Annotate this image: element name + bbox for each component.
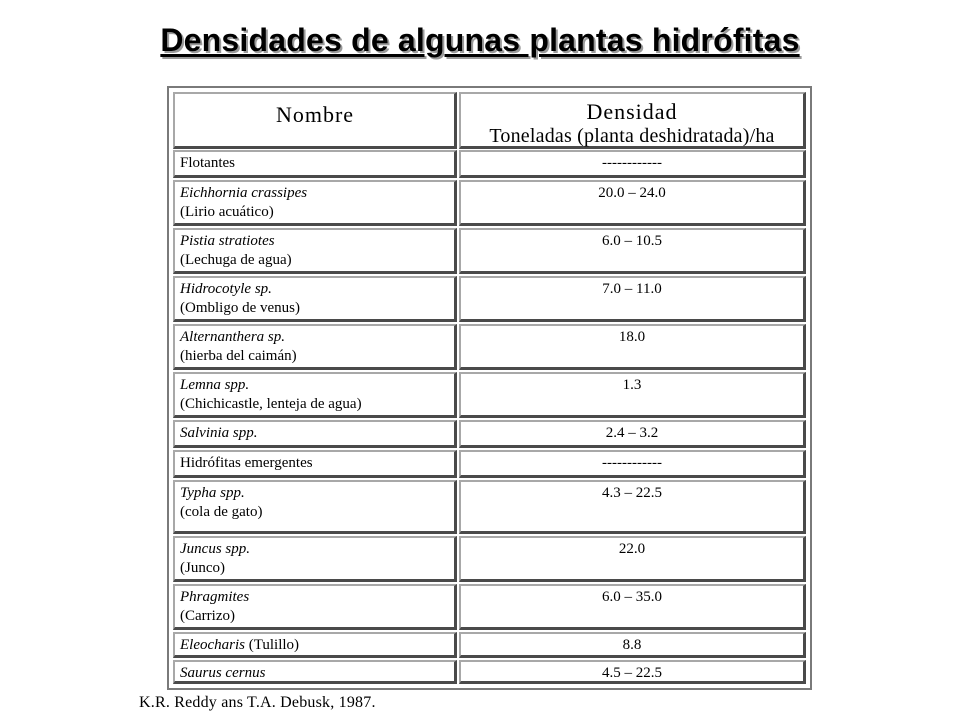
header-name: Nombre bbox=[275, 102, 355, 127]
common-name: (Lirio acuático) bbox=[180, 204, 274, 220]
table-row bbox=[173, 632, 806, 658]
density-cell bbox=[459, 632, 806, 658]
density-cell bbox=[459, 536, 806, 582]
density-table bbox=[167, 86, 812, 690]
table-row bbox=[173, 228, 806, 274]
common-name: (Chichicastle, lenteja de agua) bbox=[180, 396, 362, 412]
name-cell bbox=[173, 324, 457, 370]
table-row bbox=[173, 180, 806, 226]
density-value: ------------ bbox=[602, 455, 662, 471]
density-value: 20.0 – 24.0 bbox=[598, 185, 666, 201]
table-row bbox=[173, 276, 806, 322]
scientific-name: Eichhornia crassipes bbox=[180, 185, 308, 201]
title-container bbox=[0, 22, 960, 59]
common-name: (Lechuga de agua) bbox=[180, 252, 292, 268]
table-row bbox=[173, 372, 806, 418]
scientific-name: Salvinia spp. bbox=[180, 425, 258, 441]
density-cell bbox=[459, 276, 806, 322]
name-cell bbox=[173, 660, 457, 684]
table-row bbox=[173, 660, 806, 684]
density-value: 4.3 – 22.5 bbox=[602, 485, 662, 501]
density-cell bbox=[459, 660, 806, 684]
table-row bbox=[173, 584, 806, 630]
name-cell bbox=[173, 536, 457, 582]
header-density: Densidad bbox=[586, 99, 678, 124]
density-value: 1.3 bbox=[622, 377, 642, 393]
table-row bbox=[173, 480, 806, 534]
density-cell bbox=[459, 450, 806, 478]
scientific-name: Saurus cernus bbox=[180, 665, 266, 681]
name-cell bbox=[173, 276, 457, 322]
table-row bbox=[173, 536, 806, 582]
density-cell bbox=[459, 150, 806, 178]
scientific-name: Typha spp. bbox=[180, 485, 245, 501]
density-cell bbox=[459, 180, 806, 226]
scientific-name: Juncus spp. bbox=[180, 541, 250, 557]
common-name: (Ombligo de venus) bbox=[180, 300, 300, 316]
common-name: (hierba del caimán) bbox=[180, 348, 297, 364]
density-value: 8.8 bbox=[622, 637, 642, 653]
density-value: ------------ bbox=[602, 155, 662, 171]
density-cell bbox=[459, 228, 806, 274]
name-cell bbox=[173, 450, 457, 478]
density-value: 22.0 bbox=[618, 541, 646, 557]
density-cell bbox=[459, 324, 806, 370]
source-citation: K.R. Reddy ans T.A. Debusk, 1987. bbox=[139, 694, 376, 711]
density-cell bbox=[459, 480, 806, 534]
density-cell bbox=[459, 584, 806, 630]
common-name: (cola de gato) bbox=[180, 504, 263, 520]
common-name: Hidrófitas emergentes bbox=[180, 455, 313, 471]
common-name: (Junco) bbox=[180, 560, 225, 576]
name-cell bbox=[173, 480, 457, 534]
table-header-row bbox=[173, 92, 806, 149]
name-cell bbox=[173, 632, 457, 658]
density-cell bbox=[459, 420, 806, 448]
common-name: (Carrizo) bbox=[180, 608, 235, 624]
scientific-name: Hidrocotyle sp. bbox=[180, 281, 272, 297]
table-row bbox=[173, 420, 806, 448]
common-name: (Tulillo) bbox=[248, 637, 300, 653]
name-cell bbox=[173, 420, 457, 448]
scientific-name: Phragmites bbox=[180, 589, 250, 605]
header-density-cell bbox=[459, 92, 806, 149]
name-cell bbox=[173, 180, 457, 226]
table-row bbox=[173, 450, 806, 478]
table-row bbox=[173, 324, 806, 370]
scientific-name: Eleocharis bbox=[180, 637, 245, 653]
density-value: 7.0 – 11.0 bbox=[602, 281, 662, 297]
name-cell bbox=[173, 228, 457, 274]
density-value: 2.4 – 3.2 bbox=[605, 425, 659, 441]
scientific-name: Alternanthera sp. bbox=[180, 329, 285, 345]
name-cell bbox=[173, 372, 457, 418]
density-value: 6.0 – 10.5 bbox=[602, 233, 662, 249]
scientific-name: Lemna spp. bbox=[180, 377, 250, 393]
header-name-cell bbox=[173, 92, 457, 149]
name-cell bbox=[173, 150, 457, 178]
scientific-name: Pistia stratiotes bbox=[180, 233, 275, 249]
density-value: 6.0 – 35.0 bbox=[602, 589, 662, 605]
common-name: Flotantes bbox=[180, 155, 235, 171]
density-value: 18.0 bbox=[618, 329, 646, 345]
table-row bbox=[173, 150, 806, 178]
page-title: Densidades de algunas plantas hidrófitas bbox=[160, 22, 800, 58]
name-cell bbox=[173, 584, 457, 630]
header-unit: Toneladas (planta deshidratada)/ha bbox=[489, 125, 775, 147]
density-value: 4.5 – 22.5 bbox=[602, 665, 662, 681]
density-cell bbox=[459, 372, 806, 418]
